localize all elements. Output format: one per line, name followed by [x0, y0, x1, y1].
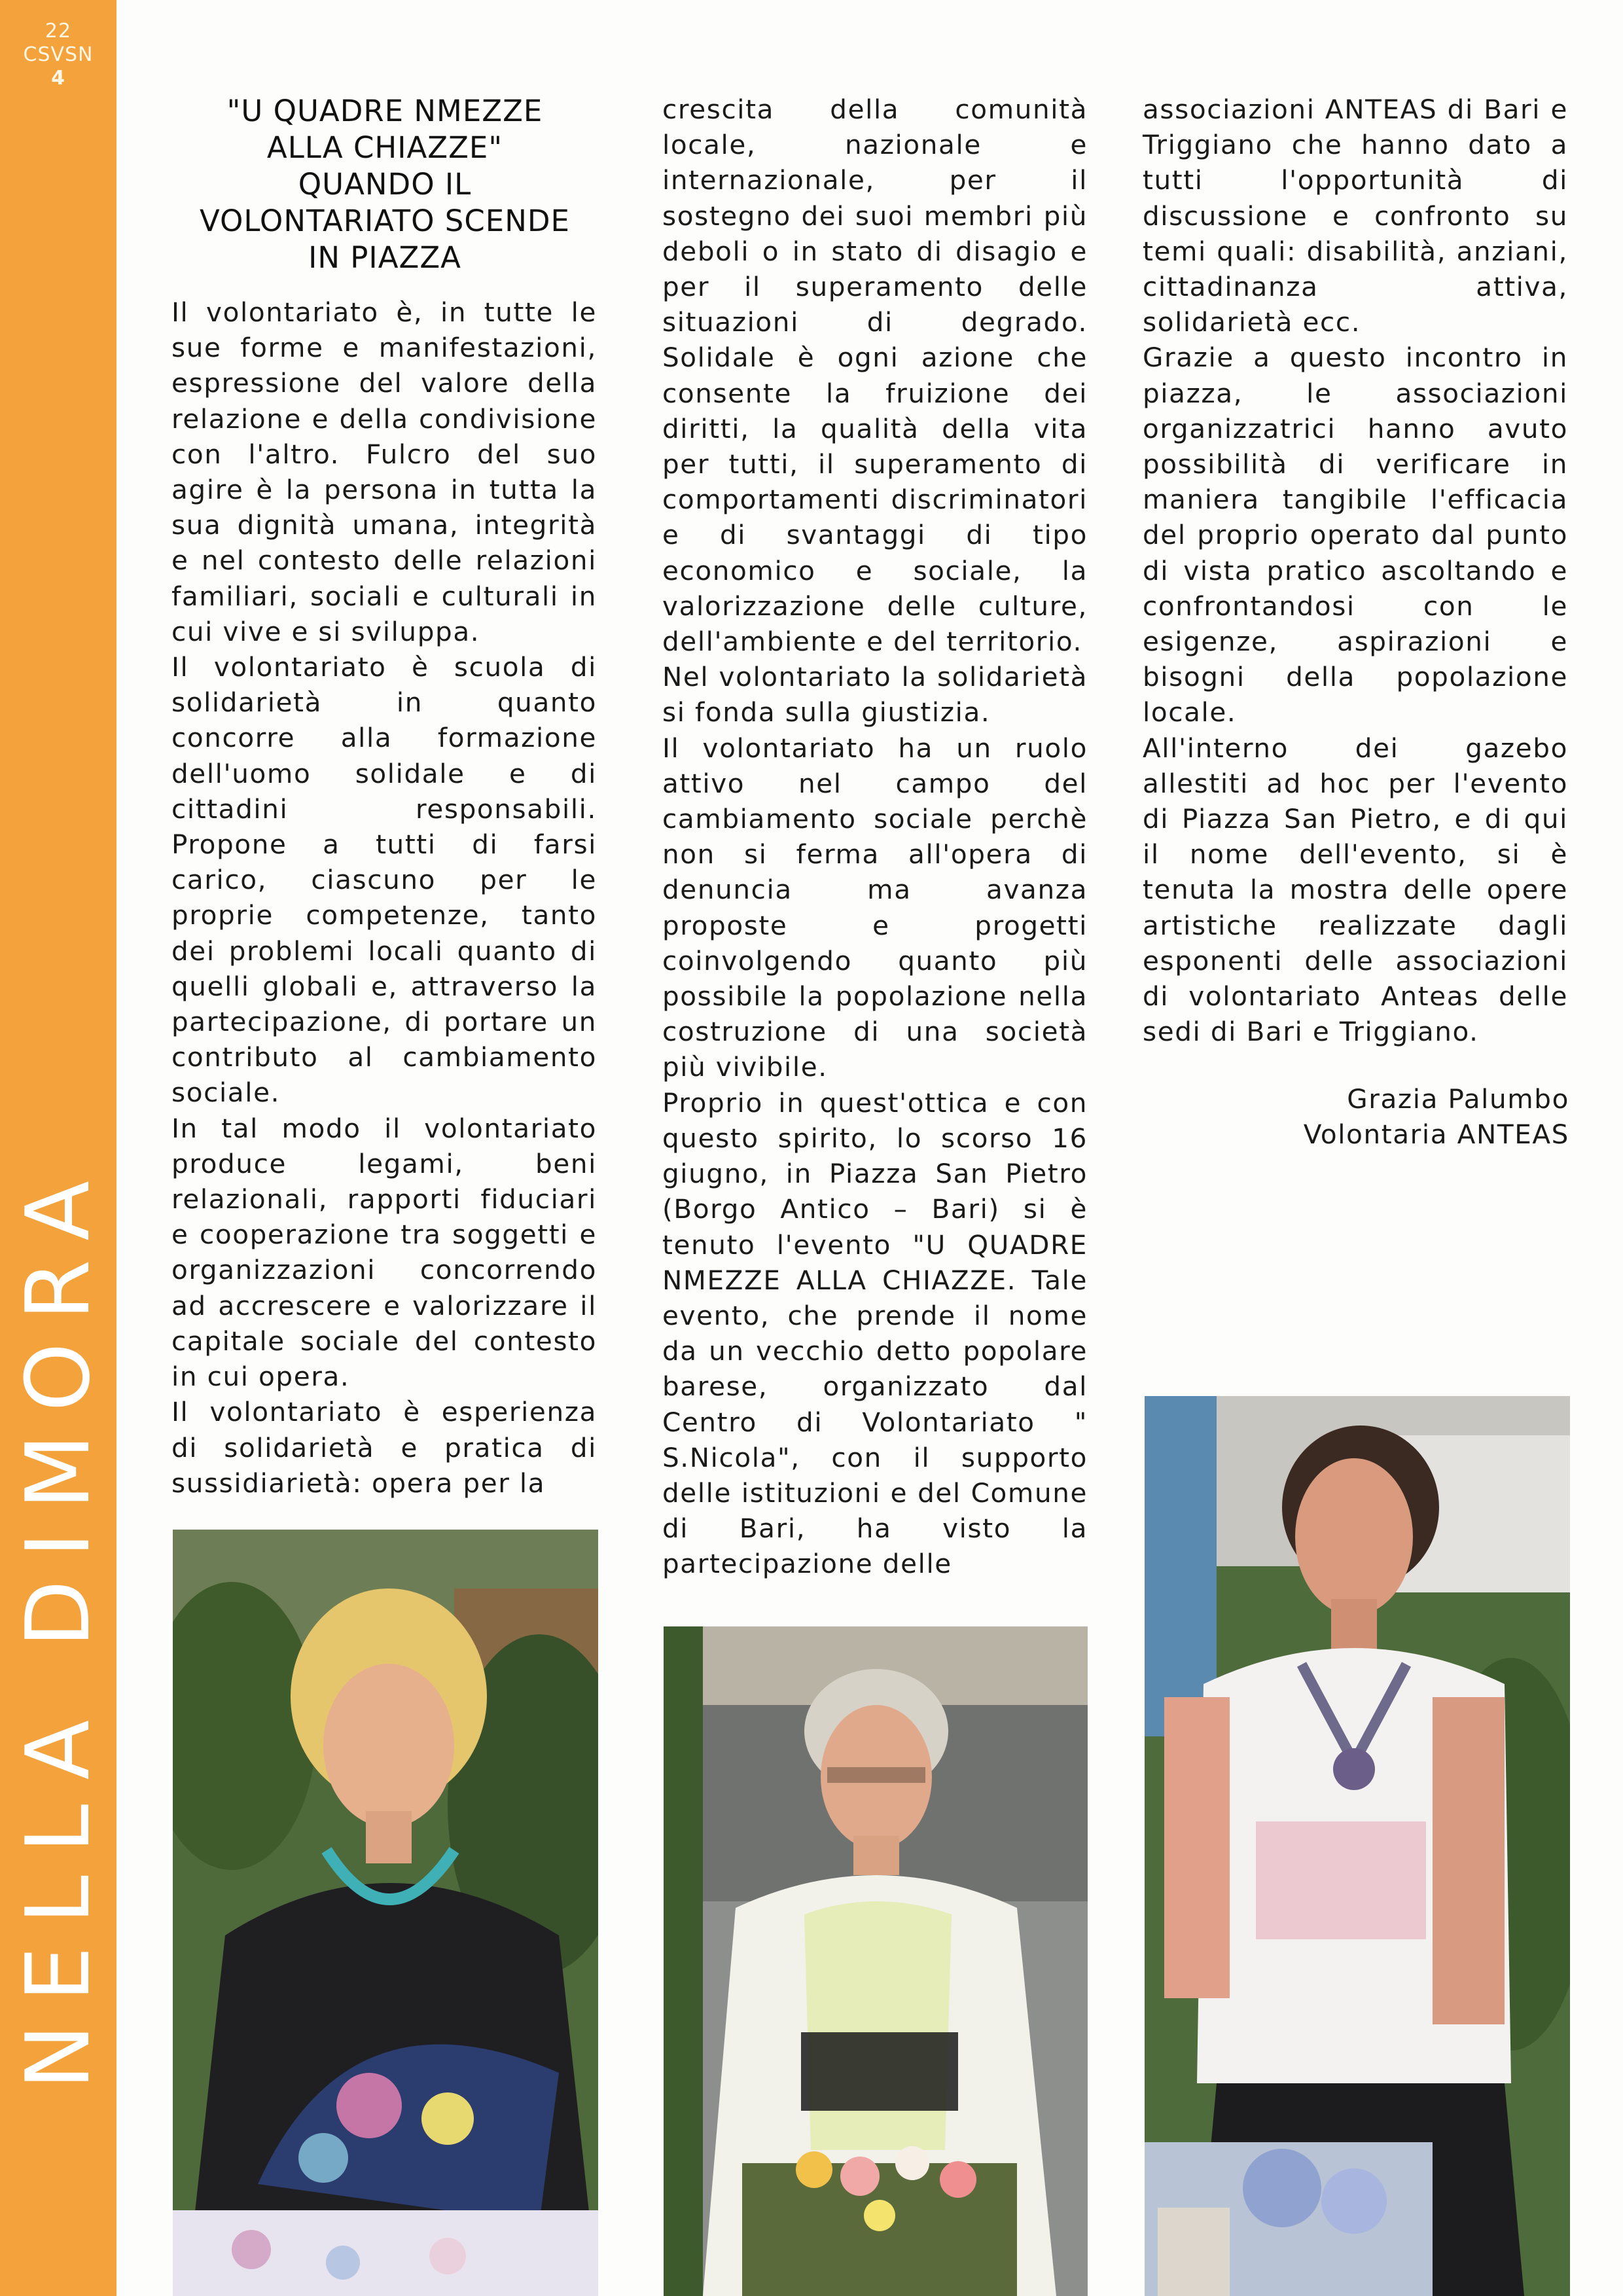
paragraph: Proprio in quest'ottica e con questo spirito, lo scorso 16 giugno, in Piazza San Pietro (Borgo Antico – Bari) si è tenuto l'evento "U QUADRE NMEZZE ALLA CHIAZZE. Tale evento, che prende il nome da un vecchio detto popolare barese, organizzato dal Centro di Volontariato " S.Nicola", con il supporto delle istituzioni e del Comune di Bari, ha visto la partecipazione delle [662, 1086, 1088, 1580]
paragraph: All'interno dei gazebo allestiti ad hoc per l'evento di Piazza San Pietro, e di qui il nome dell'evento, si è tenuta la mostra delle opere artistiche realizzate dagli esponenti delle associazioni di volontariato Anteas delle sedi di Bari e Triggiano. [1143, 732, 1568, 1048]
article-column-1 [171, 295, 597, 1501]
author-role: Volontaria ANTEAS [1303, 1119, 1569, 1150]
paragraph: In tal modo il volontariato produce legami, beni relazionali, rapporti fiduciari e cooperazione tra soggetti e organizzazioni concorrendo ad accrescere e valorizzare il capitale sociale del contesto in cui opera. [171, 1112, 597, 1393]
photo-volunteer-with-glasses [664, 1626, 1088, 2296]
author-signature [1143, 1081, 1569, 1152]
headline-line: ALLA CHIAZZE" [266, 130, 503, 165]
headline-line: VOLONTARIATO SCENDE [200, 204, 570, 238]
paragraph: Il volontariato ha un ruolo attivo nel campo del cambiamento sociale perchè non si ferma all'opera di denuncia ma avanza proposte e progetti coinvolgendo quanto più possibile la popolazione nella costruzione di una società più vivibile. [662, 732, 1088, 1083]
issue-number: 4 [51, 67, 65, 90]
article-column-3 [1143, 92, 1568, 1049]
paragraph: Il volontariato è esperienza di solidarietà e pratica di sussidiarietà: opera per la [171, 1396, 597, 1499]
section-sidebar [0, 0, 116, 2296]
article-headline [165, 93, 605, 276]
paragraph: crescita della comunità locale, nazionale e internazionale, per il sostegno dei suoi membri più deboli o in stato di disagio e per il superamento delle situazioni di degrado. Solidale è ogni azione che consente la fruizione dei diritti, la qualità della vita per tutti, il superamento di comportamenti discriminatori e di svantaggi di tipo economico e sociale, la valorizzazione delle culture, dell'ambiente e del territorio. [662, 94, 1088, 658]
section-title [0, 1158, 116, 2271]
paragraph: Grazie a questo incontro in piazza, le associazioni organizzatrici hanno avuto possibilità di verificare in maniera tangibile l'efficacia del proprio operato dal punto di vista pratico ascoltando e confrontandosi con le esigenze, aspirazioni e bisogni della popolazione locale. [1143, 342, 1568, 728]
photo-volunteer-with-fan [173, 1530, 598, 2296]
article-column-2 [662, 92, 1088, 1582]
headline-line: QUANDO IL [298, 167, 472, 202]
section-title-text: NELLA DIMORA [7, 1158, 109, 2090]
page-number: 22 [45, 20, 72, 43]
paragraph: associazioni ANTEAS di Bari e Triggiano che hanno dato a tutti l'opportunità di discussione e confronto su temi quali: disabilità, anziani, cittadinanza attiva, solidarietà ecc. [1143, 94, 1568, 338]
paragraph: Il volontariato è scuola di solidarietà in quanto concorre alla formazione dell'uomo solidale e di cittadini responsabili. Propone a tutti di farsi carico, ciascuno per le proprie competenze, tanto dei problemi locali quanto di quelli globali e, attraverso la partecipazione, di portare un contributo al cambiamento sociale. [171, 651, 597, 1109]
headline-line: IN PIAZZA [308, 240, 461, 275]
author-name: Grazia Palumbo [1347, 1083, 1569, 1115]
photo-volunteer-white-blouse [1145, 1396, 1570, 2296]
paragraph: Nel volontariato la solidarietà si fonda sulla giustizia. [662, 661, 1088, 728]
headline-line: "U QUADRE NMEZZE [226, 94, 543, 128]
publisher-name: CSVSN [23, 43, 94, 66]
page-number-block [0, 20, 116, 90]
paragraph: Il volontariato è, in tutte le sue forme e manifestazioni, espressione del valore della relazione e della condivisione con l'altro. Fulcro del suo agire è la persona in tutta la sua dignità umana, integrità e nel contesto delle relazioni familiari, sociali e culturali in cui vive e si sviluppa. [171, 296, 597, 647]
